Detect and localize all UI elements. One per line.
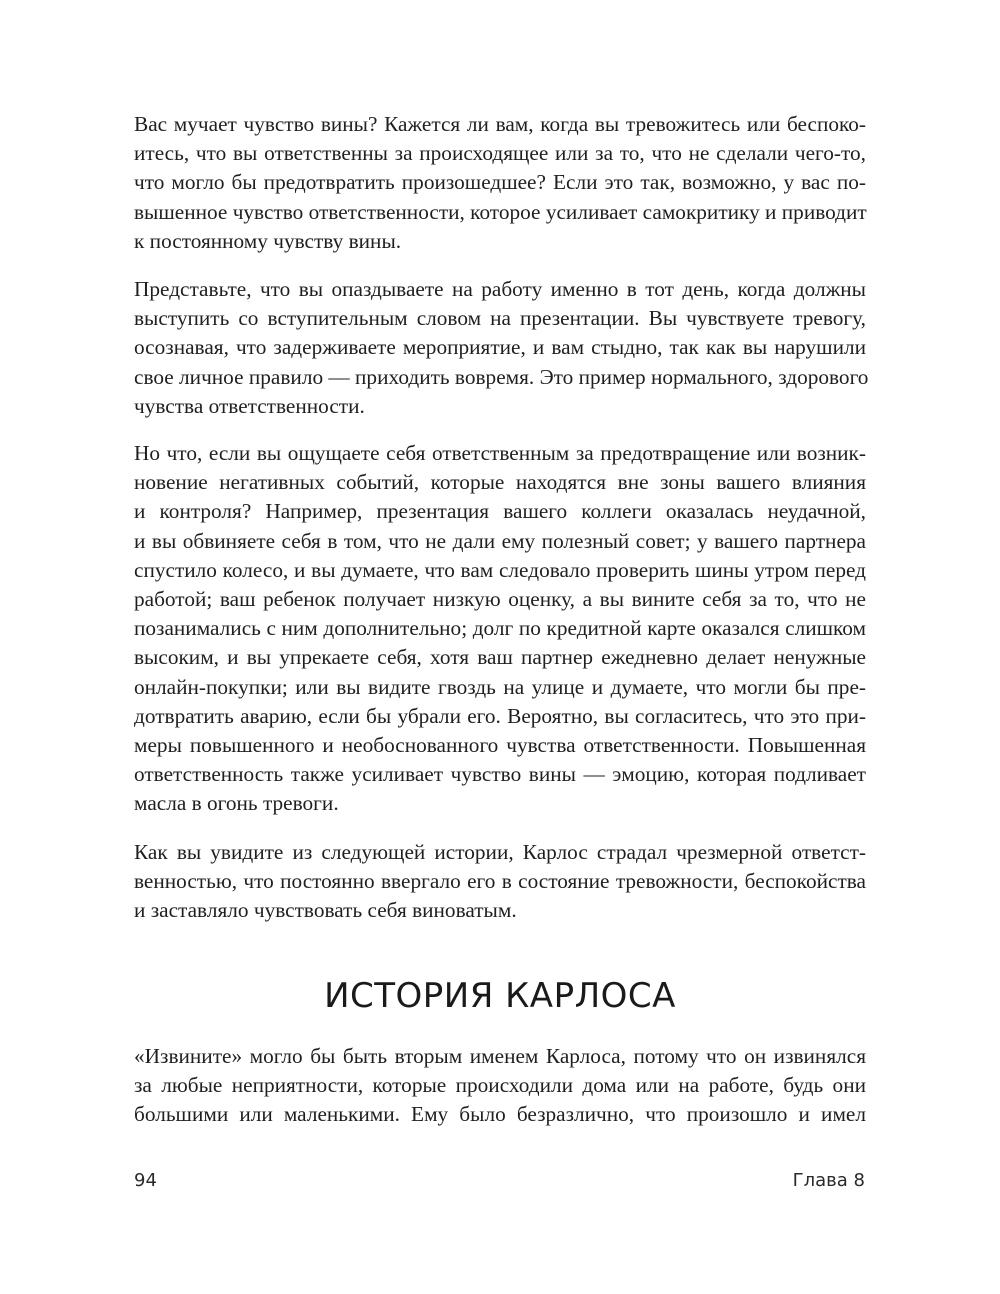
text-line: чувства ответственности.: [134, 393, 365, 418]
text-line: осознавая, что задерживаете мероприятие, и вам стыдно, так как вы нарушили: [134, 335, 866, 360]
paragraph-1: [134, 110, 866, 256]
text-line: спустило колесо, и вы думаете, что вам следовало проверить шины утром перед: [134, 557, 866, 582]
text-line: большими или маленькими. Ему было безразлично, что произошло и имел: [134, 1102, 866, 1127]
section-paragraph: [134, 1042, 866, 1130]
page-number: 94: [134, 1170, 157, 1191]
text-line: Как вы увидите из следующей истории, Карлос страдал чрезмерной ответст-: [134, 840, 866, 864]
text-line: меры повышенного и необоснованного чувства ответственности. Повышенная: [134, 733, 866, 758]
paragraph-3: [134, 439, 866, 819]
text-line: Но что, если вы ощущаете себя ответственным за предотвращение или возник-: [134, 441, 866, 465]
text-line: новение негативных событий, которые находятся вне зоны вашего влияния: [134, 470, 866, 495]
text-line: выступить со вступительным словом на презентации. Вы чувствуете тревогу,: [134, 306, 866, 331]
text-line: свое личное правило — приходить вовремя. Это пример нормального, здорового: [134, 364, 869, 389]
text-line: высоким, и вы упрекаете себя, хотя ваш партнер ежедневно делает ненужные: [134, 645, 866, 670]
text-line: масла в огонь тревоги.: [134, 791, 339, 816]
section-heading: ИСТОРИЯ КАРЛОСА: [324, 976, 676, 1016]
text-line: позанимались с ним дополнительно; долг по кредитной карте оказался слишком: [134, 616, 866, 641]
paragraph-4: [134, 838, 866, 926]
text-line: и вы обвиняете себя в том, что не дали ему полезный совет; у вашего партнера: [134, 528, 866, 553]
text-line: онлайн-покупки; или вы видите гвоздь на улице и думаете, что могли бы пре-: [134, 674, 866, 699]
text-line: Представьте, что вы опаздываете на работу именно в тот день, когда должны: [134, 277, 866, 301]
running-footer-chapter: Глава 8: [792, 1170, 865, 1191]
text-line: что могло бы предотвратить произошедшее? Если это так, возможно, у вас по-: [134, 170, 866, 195]
text-line: вышенное чувство ответственности, которое усиливает самокритику и приводит: [134, 199, 867, 224]
text-line: к постоянному чувству вины.: [134, 228, 402, 253]
text-line: Вас мучает чувство вины? Кажется ли вам, когда вы тревожитесь или беспоко-: [134, 112, 866, 136]
text-line: и заставляло чувствовать себя виноватым.: [134, 898, 517, 923]
text-line: за любые неприятности, которые происходили дома или на работе, будь они: [134, 1073, 866, 1098]
paragraph-2: [134, 275, 869, 421]
text-line: и контроля? Например, презентация вашего коллеги оказалась неудачной,: [134, 499, 866, 524]
text-line: дотвратить аварию, если бы убрали его. Вероятно, вы согласитесь, что это при-: [134, 703, 866, 728]
text-line: «Извините» могло бы быть вторым именем Карлоса, потому что он извинялся: [134, 1044, 866, 1068]
text-line: ответственность также усиливает чувство вины — эмоцию, которая подливает: [134, 762, 866, 787]
text-line: венностью, что постоянно ввергало его в состояние тревожности, беспокойства: [134, 869, 866, 894]
text-line: работой; ваш ребенок получает низкую оценку, а вы вините себя за то, что не: [134, 587, 866, 612]
text-line: итесь, что вы ответственны за происходящее или за то, что не сделали чего-то,: [134, 141, 866, 166]
